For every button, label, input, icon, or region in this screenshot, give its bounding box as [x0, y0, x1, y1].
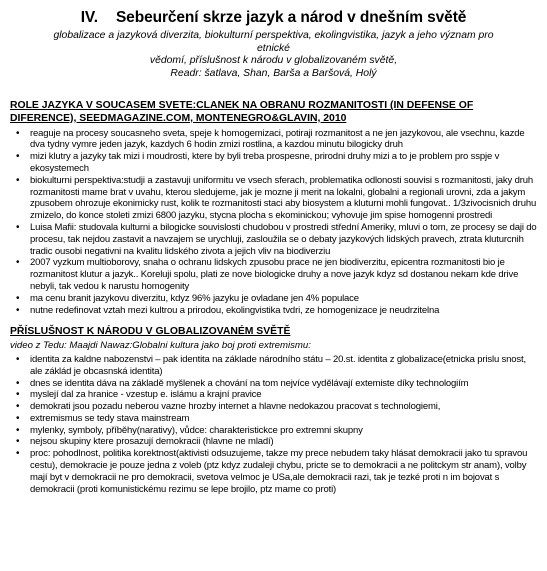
list-item: • Luisa Mafii: studovala kulturni a bilogicke souvislosti chudobou v prostredi střední Ameriky, mluvi o tom, ze procesy se daji do procesu, tak nejdou zastavit a navzajem se urychluji, zasloužila se o debaty jazykových lidských pravech, ztrata kluturcnih tradic ousobi negativni na kvalitu lidského zivota a jejich vliv na biodiverziu: [30, 222, 537, 257]
list-item: • extremismus se tedy stava mainstream: [30, 413, 537, 425]
section-2-heading: PŘÍSLUŠNOST K NÁRODU V GLOBALIZOVANÉM SVĚTĚ: [10, 326, 291, 338]
list-item: • biokulturni perspektiva:studji a zastavuji uniformitu ve vsech sferach, problematika odlonosti souvisi s rozmanitosti, jaky druh rozmanitosti mame brat v uvahu, kterou sledujeme, jak je mozne ji merit na lokalni, globalni a regionali urovni, zda a jakym zpusobem ohrozuje ekonimicky rust, kolik te rozmanitosti staci aby biosystem a kluturni mohli fungovat.. 1/3zivocisnich druhu zmizelo, do konce stoleti zmizi 6800 jazyku, stycna plocha s ekominickou; vyhovuje jim spise homogenni prostredi: [30, 175, 537, 222]
chapter-title: Sebeurčení skrze jazyk a národ v dnešním světě: [115, 9, 467, 26]
reader-line: Readr: šatlava, Shan, Barša a Baršová, Holý: [170, 67, 377, 79]
list-item: • identita za kaldne nabozenstvi – pak identita na základe národního státu – 20.st. identita z globalizace(etnicka prislu snost, ale záklád je obcasnská identita): [30, 354, 537, 378]
video-reference: video z Tedu: Maajdi Nawaz:Globalni kultura jako boj proti extremismu:: [10, 339, 311, 351]
document-page: [0, 8, 547, 571]
list-item: • 2007 vyzkum multioborovy, snaha o ochranu lidskych zpusobu prace ne jen biodiverzitu, epicentra rozmanitosti bio je rozmanitost klutur a jazyk.. Koreluji spolu, plati ze nove biologicke druhy a nove jazyk kdyz sd dostanou nekam kde drive nebyli, tak vedou k narustu homogenity: [30, 257, 537, 292]
page-title: [10, 8, 537, 27]
list-item: • ma cenu branit jazykovu diverzitu, kdyz 96% jazyku je ovladane jen 4% populace: [30, 293, 537, 305]
subtitle-line-1: globalizace a jazyková diverzita, biokulturní perspektiva, ekolingvistika, jazyk a jeho význam pro etnické: [53, 30, 494, 54]
list-item: • proc: pohodlnost, politika korektnost(aktivisti odsuzujeme, takze my prece nebudem taky hlásat demokracii jako tu spravou cestu), demokracie je pouze jedna z voleb (ptz kdyz zudaleji chybu, pricte se to demokracii a ne politckym str anam), volby mají byt v demokracii ne pro demokracii, svetova velmoc je USa,ale demokracii razi, tak je tezké proti n im bojovat s demokracii (proti komunistickému rezimu se lepe brojilo, ptz mame co proti): [30, 448, 537, 495]
chapter-number: IV.: [80, 9, 98, 26]
list-item: • nejsou skupiny ktere prosazují demokracii (hlavne ne mladí): [30, 436, 537, 448]
section-1-heading: ROLE JAZYKA V SOUCASEM SVETE:CLANEK NA OBRANU ROZMANITOSTI (IN DEFENSE OF DIFERENCE), SEEDMAGAZINE.COM, MONTENEGRO&GLAVIN, 2010: [10, 100, 474, 124]
subtitle-line-2: vědomí, příslušnost k národu v globalizovaném světě,: [149, 55, 398, 67]
list-item: • dnes se identita dáva na základě myšlenek a chování na tom nejvíce vydělávají extemiste díky technologiím: [30, 378, 537, 390]
section-1-list: [10, 128, 537, 317]
list-item: • mylenky, symboly, příběhy(narativy), vůdce: charakteristickce pro extremni skupny: [30, 425, 537, 437]
list-item: • mizi klutry a jazyky tak mizi i moudrosti, ktere by byli treba prospesne, prirodni druhy mizi a to je problem pro sspje v ekosystemech: [30, 151, 537, 175]
list-item: • reaguje na procesy soucasneho sveta, speje k homogemizaci, potiraji rozmanitost a ne jen jazykovou, ale vsechnu, kazde dva tydny vymre jeden jazyk, kazdych 6 hodin zmizi rostlina, a kazdou minutu bilogicky druh: [30, 128, 537, 152]
list-item: • demokrati jsou pozadu neberou vazne hrozby internet a hlavne nedokazou pracovat s technologiemi,: [30, 401, 537, 413]
section-2-list: [10, 354, 537, 496]
subtitle: [36, 30, 511, 80]
list-item: • myslejí dal za hranice - vzestup e. islámu a krajní pravice: [30, 389, 537, 401]
list-item: • nutne redefinovat vztah mezi kultrou a prirodou, ekolingvistika tvdri, ze homogenizace je neudrzitelna: [30, 305, 537, 317]
